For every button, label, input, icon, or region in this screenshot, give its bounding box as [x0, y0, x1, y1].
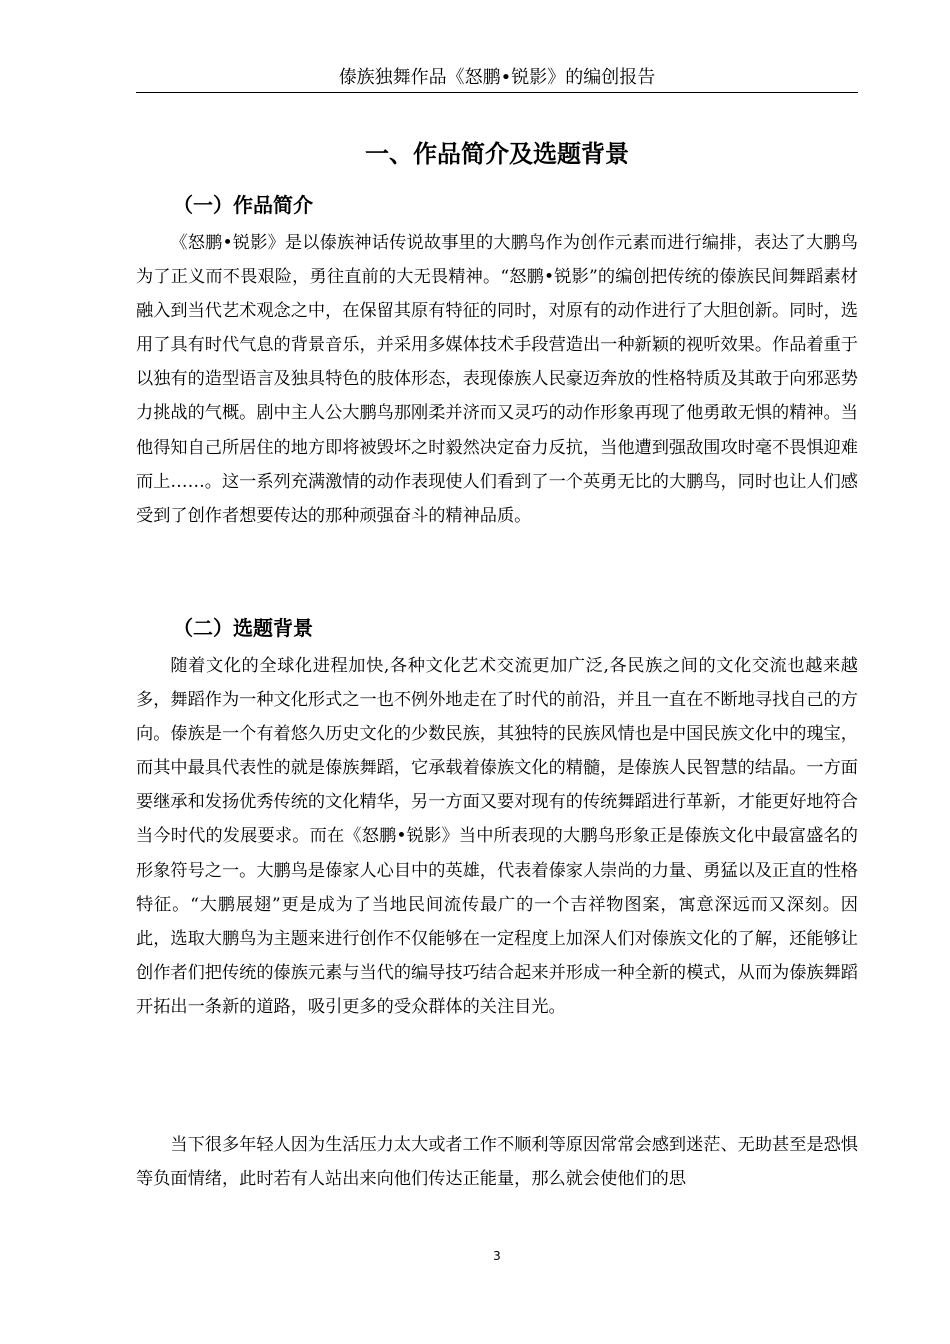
header-divider [136, 92, 858, 93]
section-title-background: （二）选题背景 [173, 616, 313, 640]
chapter-title: 一、作品简介及选题背景 [365, 140, 629, 168]
running-header: 傣族独舞作品《怒鹏•锐影》的编创报告 [338, 67, 656, 88]
paragraph-background-2: 当下很多年轻人因为生活压力太大或者工作不顺利等原因常常会感到迷茫、无助甚至是恐惧等负面情绪，此时若有人站出来向他们传达正能量，那么就会使他们的思 [136, 1135, 858, 1190]
paragraph-intro: 《怒鹏•锐影》是以傣族神话传说故事里的大鹏鸟作为创作元素而进行编排，表达了大鹏鸟为了正义而不畏艰险，勇往直前的大无畏精神。“怒鹏•锐影”的编创把传统的傣族民间舞蹈素材融入到当代艺术观念之中，在保留其原有特征的同时，对原有的动作进行了大胆创新。同时，选用了具有时代气息的背景音乐，并采用多媒体技术手段营造出一种新颖的视听效果。作品着重于以独有的造型语言及独具特色的肢体形态，表现傣族人民豪迈奔放的性格特质及其敢于向邪恶势力挑战的气概。剧中主人公大鹏鸟那刚柔并济而又灵巧的动作形象再现了他勇敢无惧的精神。当他得知自己所居住的地方即将被毁坏之时毅然决定奋力反抗，当他遭到强敌围攻时毫不畏惧迎难而上……。这一系列充满激情的动作表现使人们看到了一个英勇无比的大鹏鸟，同时也让人们感受到了创作者想要传达的那种顽强奋斗的精神品质。 [136, 233, 858, 526]
section-title-intro: （一）作品简介 [173, 193, 313, 217]
page-number: 3 [493, 1249, 501, 1263]
paragraph-background-1: 随着文化的全球化进程加快,各种文化艺术交流更加广泛,各民族之间的文化交流也越来越多，舞蹈作为一种文化形式之一也不例外地走在了时代的前沿，并且一直在不断地寻找自己的方向。傣族是一个有着悠久历史文化的少数民族，其独特的民族风情也是中国民族文化中的瑰宝，而其中最具代表性的就是傣族舞蹈，它承载着傣族文化的精髓，是傣族人民智慧的结晶。一方面要继承和发扬优秀传统的文化精华，另一方面又要对现有的传统舞蹈进行革新，才能更好地符合当今时代的发展要求。而在《怒鹏•锐影》当中所表现的大鹏鸟形象正是傣族文化中最富盛名的形象符号之一。大鹏鸟是傣家人心目中的英雄，代表着傣家人崇尚的力量、勇猛以及正直的性格特征。“大鹏展翅”更是成为了当地民间流传最广的一个吉祥物图案，寓意深远而又深刻。因此，选取大鹏鸟为主题来进行创作不仅能够在一定程度上加深人们对傣族文化的了解，还能够让创作者们把传统的傣族元素与当代的编导技巧结合起来并形成一种全新的模式，从而为傣族舞蹈开拓出一条新的道路，吸引更多的受众群体的关注目光。 [136, 656, 858, 1017]
